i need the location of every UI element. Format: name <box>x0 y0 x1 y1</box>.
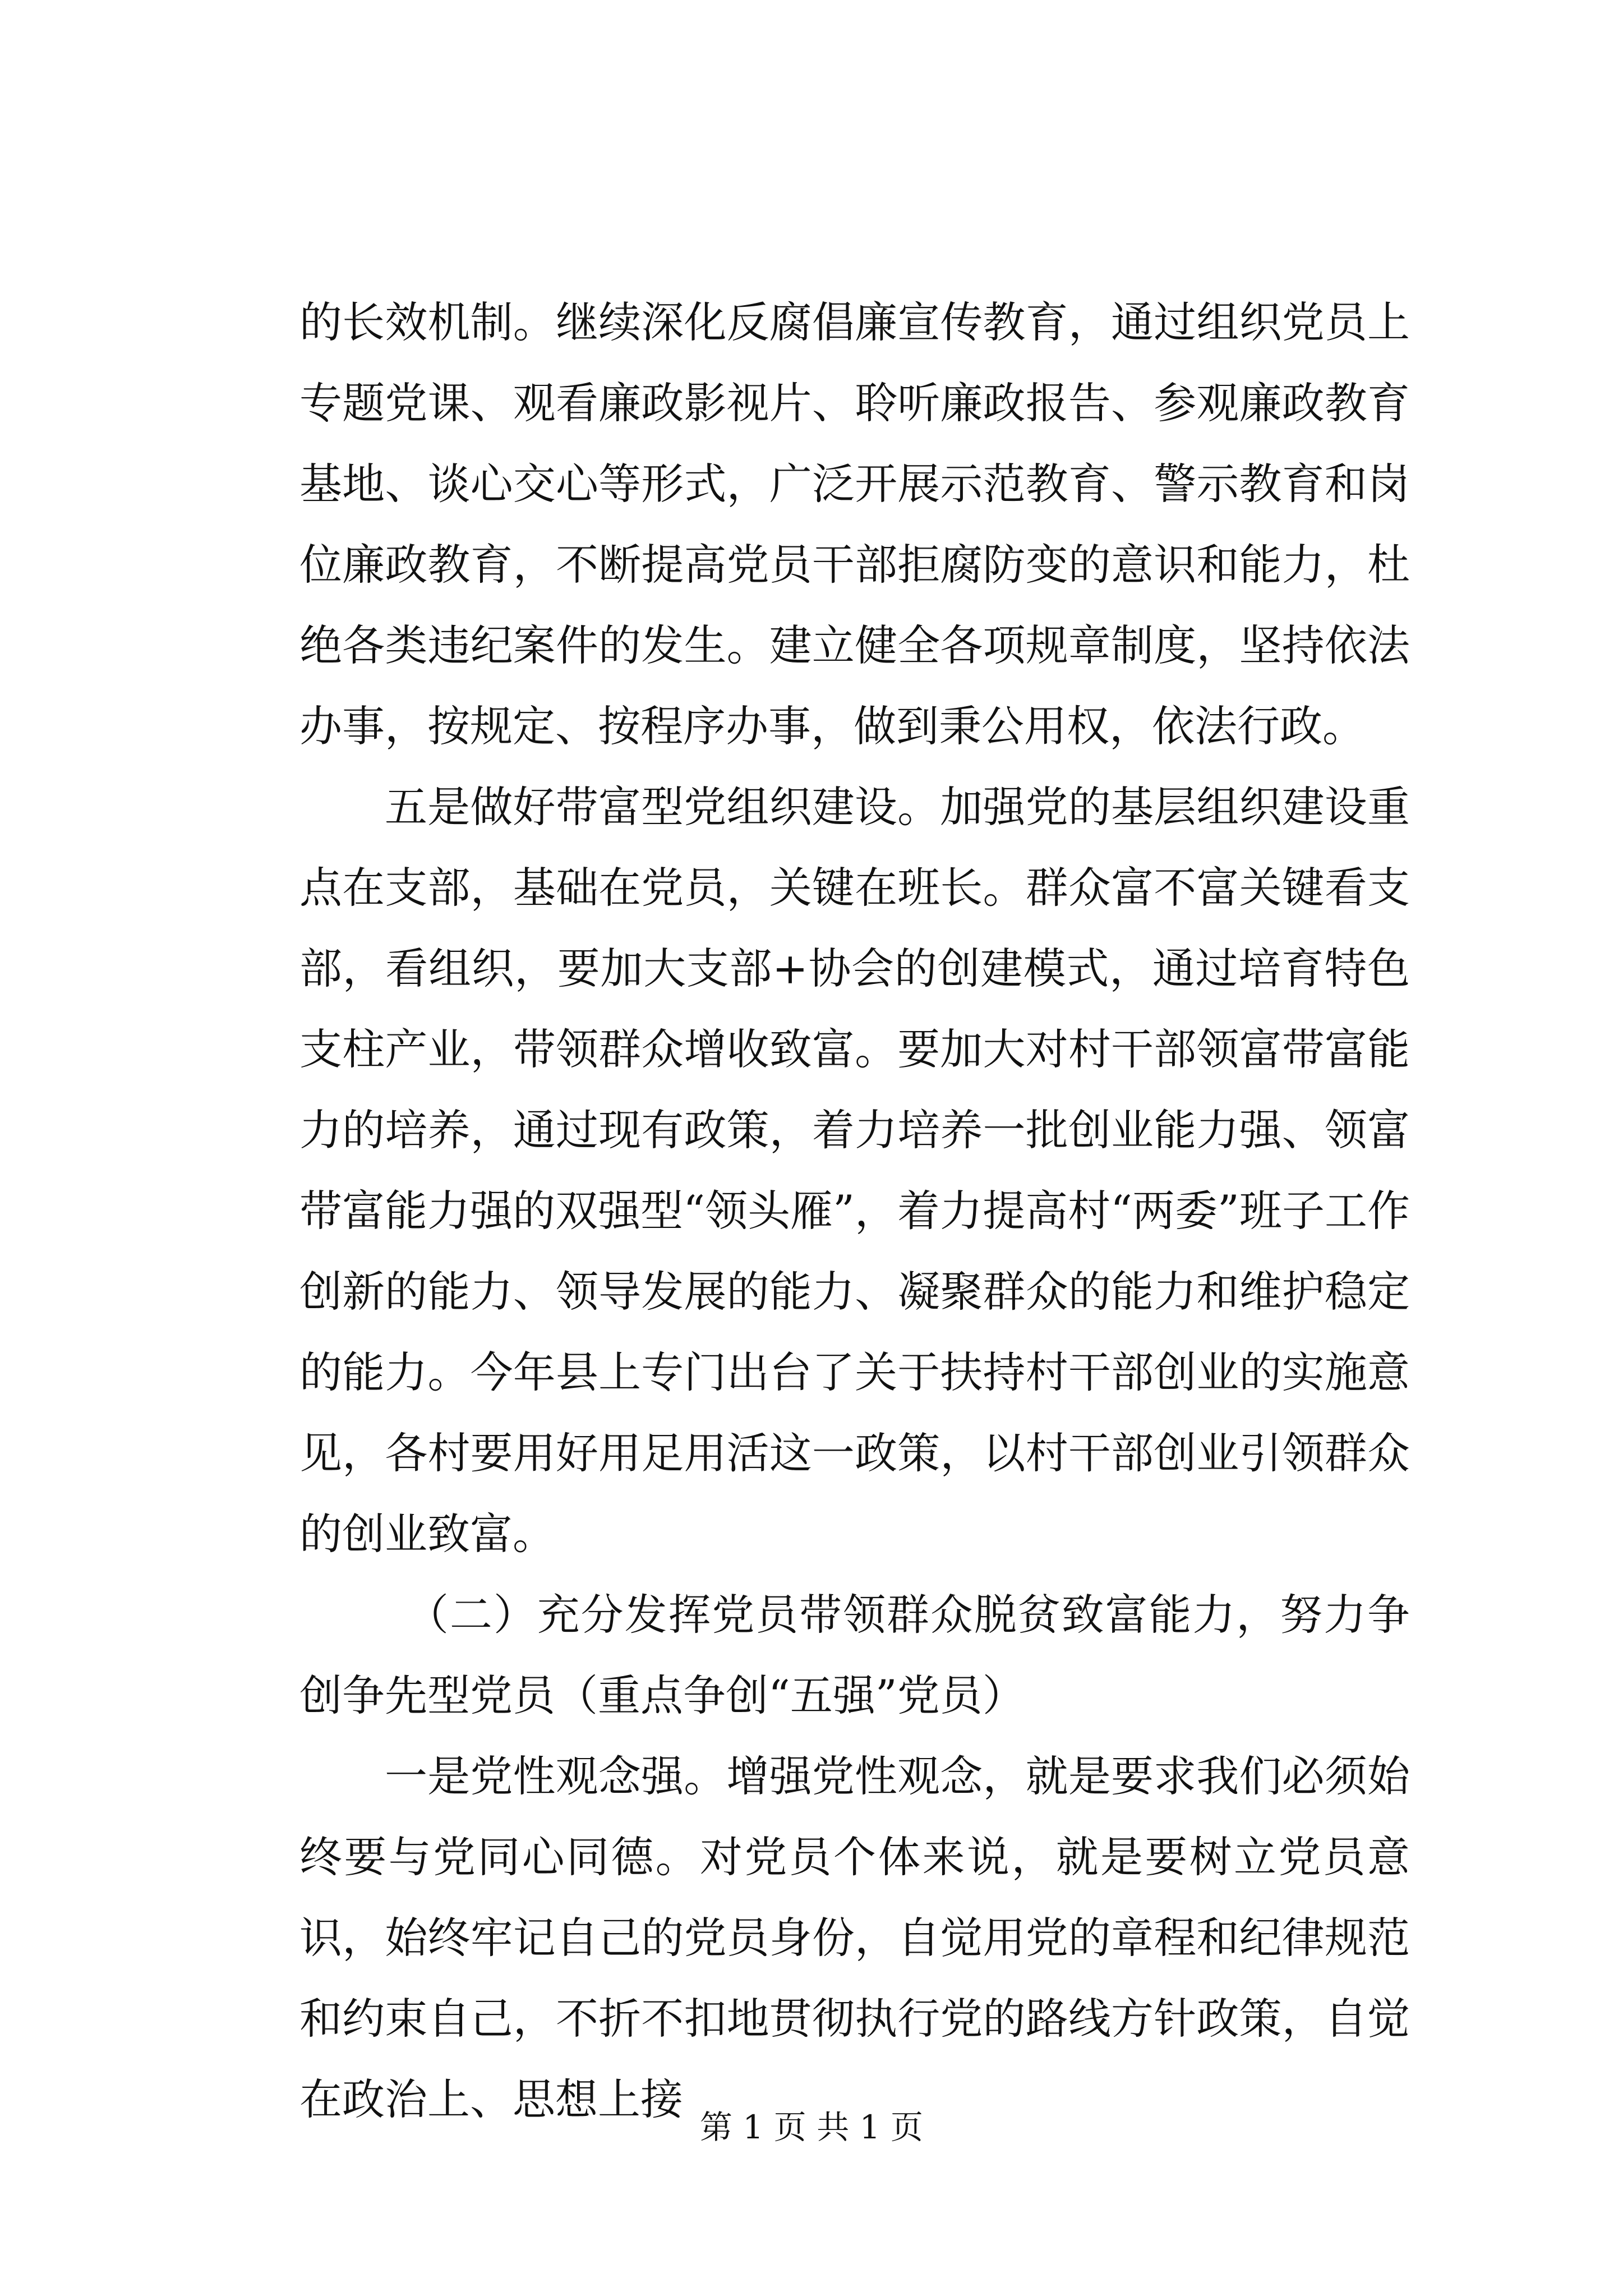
document-body <box>299 282 1410 2140</box>
paragraph-continuation: 的长效机制。继续深化反腐倡廉宣传教育，通过组织党员上专题党课、观看廉政影视片、聆听廉政报告、参观廉政教育基地、谈心交心等形式，广泛开展示范教育、警示教育和岗位廉政教育，不断提高党员干部拒腐防变的意识和能力，杜绝各类违纪案件的发生。建立健全各项规章制度，坚持依法办事，按规定、按程序办事，做到秉公用权，依法行政。 <box>299 297 1410 751</box>
page-footer: 第 1 页 共 1 页 <box>700 2108 923 2146</box>
section-heading-two: （二）充分发挥党员带领群众脱贫致富能力，努力争创争先型党员（重点争创“五强”党员） <box>299 1590 1410 1720</box>
paragraph-one-party-spirit: 一是党性观念强。增强党性观念，就是要求我们必须始终要与党同心同德。对党员个体来说，就是要树立党员意识，始终牢记自己的党员身份，自觉用党的章程和纪律规范和约束自己，不折不扣地贯彻执行党的路线方针政策，自觉在政治上、思想上接 <box>299 1751 1410 2124</box>
paragraph-five-wealth-party-organization: 五是做好带富型党组织建设。加强党的基层组织建设重点在支部，基础在党员，关键在班长。群众富不富关键看支部，看组织，要加大支部+协会的创建模式，通过培育特色支柱产业，带领群众增收致富。要加大对村干部领富带富能力的培养，通过现有政策，着力培养一批创业能力强、领富带富能力强的双强型“领头雁”，着力提高村“两委”班子工作创新的能力、领导发展的能力、凝聚群众的能力和维护稳定的能力。今年县上专门出台了关于扶持村干部创业的实施意见，各村要用好用足用活这一政策，以村干部创业引领群众的创业致富。 <box>299 782 1410 1559</box>
